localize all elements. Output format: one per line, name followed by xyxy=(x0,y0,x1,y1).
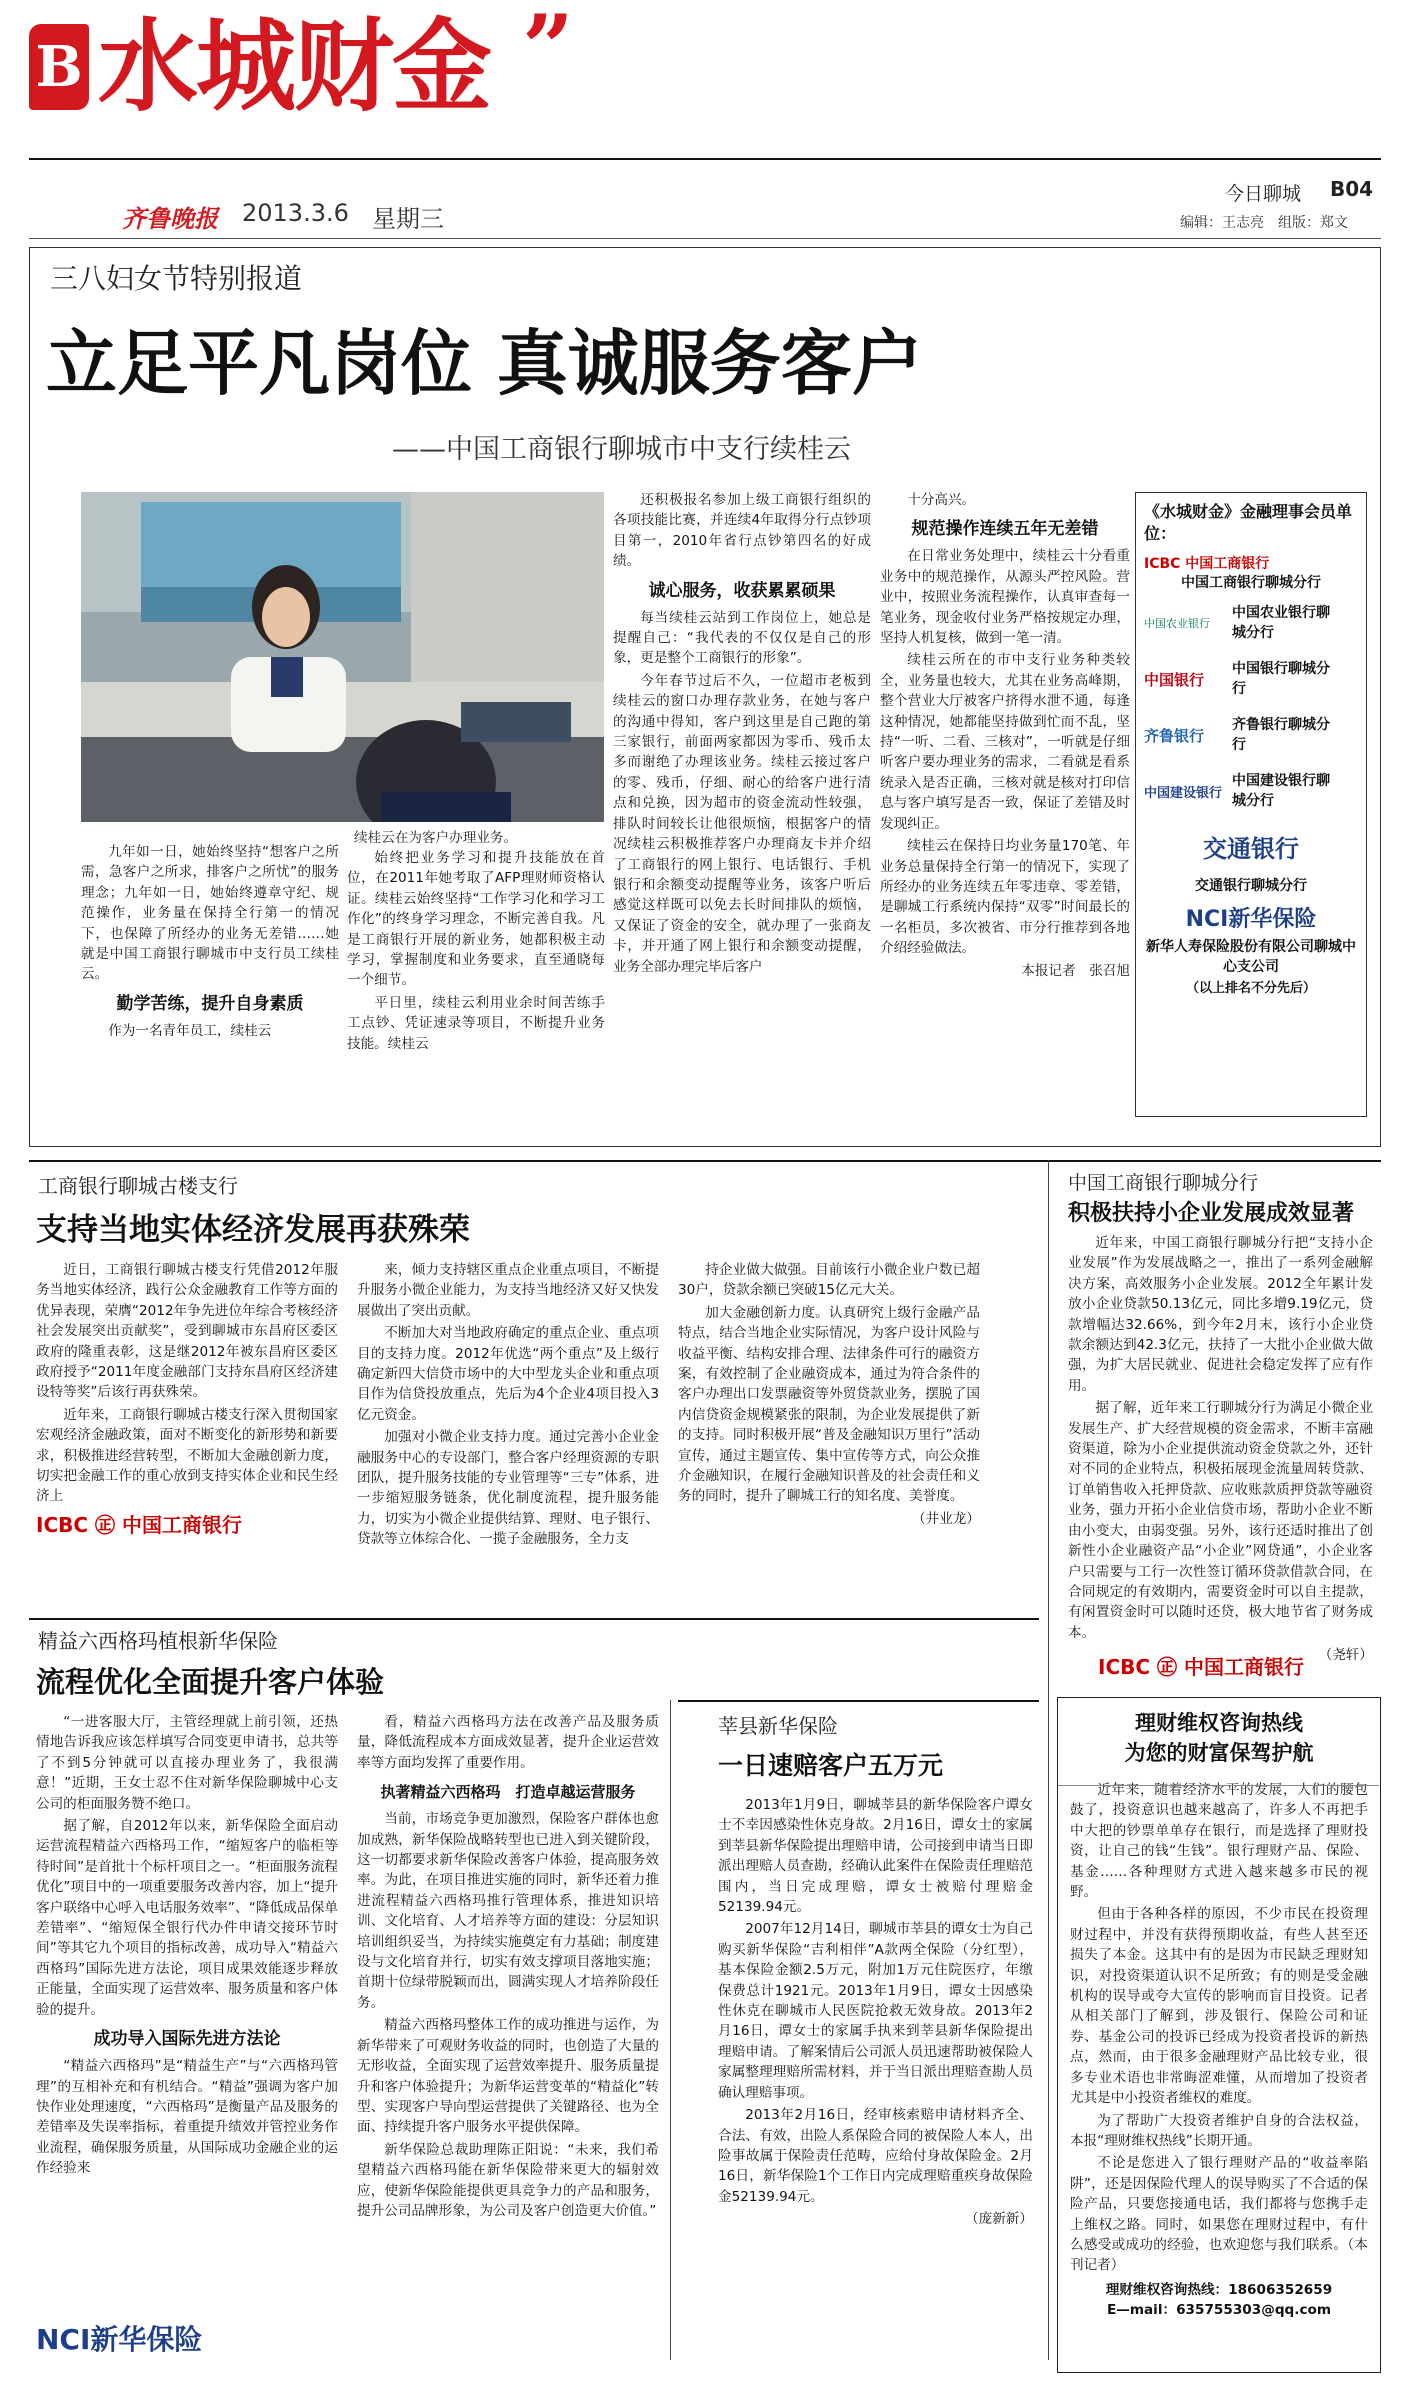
page-number: B04 xyxy=(1330,177,1374,201)
feature-subhead: ——中国工商银行聊城市中支行续桂云 xyxy=(392,434,851,465)
hotline-para: 但由于各种各样的原因，不少市民在投资理财过程中，并没有获得预期收益，有些人甚至还损失了本金。这其中有的是因为市民缺乏理财知识，对投资渠道认识不足所致；有的则是受金融机构的误导或夸大宣传的影响而盲目投资。记者从相关部门了解到，涉及银行、保险公司和证券、基金公司的投诉已经成为投资者投诉的新热点，然而，由于很多金融理财产品比较专业，很多专业术语也非常晦涩难懂，从而增加了投资者尤其是中小投资者维权的难度。 xyxy=(1070,1906,1368,2107)
members-footnote: （以上排名不分先后） xyxy=(1185,981,1316,996)
article4-para: “一进客服大厅，主管经理就上前引领，还热情地告诉我应该怎样填写合同变更申请书，总共等了不到5分钟就可以直接办理业务了，我很满意！”近期，王女士忍不住对新华保险聊城中心支公司的柜面服务赞不绝口。 xyxy=(36,1714,338,1812)
article2-para: 不断加大对当地政府确定的重点企业、重点项目的支持力度。2012年优选“两个重点”及上级行确定新四大信贷市场中的大中型龙头企业和重点项目作为信贷投放重点，先后为4个企业4项目投入3亿元资金。 xyxy=(357,1325,659,1423)
hotline-para: 不论是您进入了银行理财产品的“收益率陷阱”，还是因保险代理人的误导购买了不合适的保险产品，只要您接通电话，我们都将与您携手走上维权之路。同时，如果您在理财过程中，有什么感受或成功的经验，也欢迎您与我们联系。（本刊记者） xyxy=(1070,2155,1368,2274)
article4-para: “精益六西格玛”是“精益生产”与“六西格玛管理”的互相补充和有机结合。“精益”强调为客户加快作业处理速度，“六西格玛”是衡量产品及服务的差错率及失误率指标，着重提升绩效并管控业务作业流程，确保服务质量，从国际成功金融企业的运作经验来 xyxy=(36,2058,338,2177)
member-name: 新华人寿保险股份有限公司聊城中心支公司 xyxy=(1146,939,1356,975)
feature-col1-para: 作为一名青年员工，续桂云 xyxy=(108,1022,272,1039)
members-box xyxy=(1135,492,1367,1117)
article2-para: 持企业做大做强。目前该行小微企业户数已超30户，贷款余额已突破15亿元大关。 xyxy=(678,1262,980,1299)
article5-credit: （庞新新） xyxy=(965,2211,1033,2228)
section-rule xyxy=(29,1618,1039,1620)
feature-col1-para: 九年如一日，她始终坚持“想客户之所需，急客户之所求，排客户之所忧”的服务理念；九年如一日，她始终遵章守纪、规范操作，业务量在保持全行第一的情况下，也保障了所经办的业务无差错……她就是中国工商银行聊城市中支行员工续桂云。 xyxy=(81,844,339,983)
member-row xyxy=(1144,659,1358,699)
article5-para: 2013年1月9日，聊城莘县的新华保险客户谭女士不幸因感染性休克身故。2月16日，谭女士的家属到莘县新华保险提出理赔申请，公司接到申请当日即派出理赔人员查勘，经确认此案件在保险责任理赔范围内，当日完成理赔，谭女士被赔付理赔金52139.94元。 xyxy=(718,1797,1033,1916)
article3-para: 近年来，中国工商银行聊城分行把“支持小企业发展”作为发展战略之一，推出了一系列金融解决方案，高效服务小企业发展。2012全年累计发放小企业贷款50.13亿元，同比多增9.19亿元，贷款增幅达32.66%，到今年2月末，该行小企业贷款余额达到42.3亿元，扶持了一大批小企业做大做强，为扩大居民就业、促进社会稳定发挥了应有作用。 xyxy=(1068,1235,1373,1394)
article4-col-1 xyxy=(36,1712,338,2181)
feature-col3-para: 每当续桂云站到工作岗位上，她总是提醒自己：“我代表的不仅仅是自己的形象，更是整个工商银行的形象”。 xyxy=(613,609,871,667)
ccb-logo: 中国建设银行 xyxy=(1144,785,1223,801)
masthead-rule xyxy=(29,158,1381,160)
member-name: 中国工商银行聊城分行 xyxy=(1181,575,1321,591)
feature-col4-para: 续桂云所在的市中支行业务种类较全，业务量也较大，尤其在业务高峰期，整个营业大厅被客户挤得水泄不通，每逢这种情况，她都能坚持做到忙而不乱，坚持“一听、二看、三核对”，一听就是仔细听客户要办理业务的需求，二看就是看系统录入是否正确，三核对就是核对打印信息与客户填写是否一致，保证了差错及时发现纠正。 xyxy=(880,652,1130,832)
section-badge: B xyxy=(29,24,89,110)
feature-col4-subhead: 规范操作连续五年无差错 xyxy=(911,519,1099,540)
article2-col-1 xyxy=(36,1260,338,1509)
article5-kicker: 莘县新华保险 xyxy=(718,1714,838,1738)
feature-col-1 xyxy=(81,842,339,1043)
column-divider xyxy=(670,1700,671,2360)
hotline-email: E—mail：635755303@qq.com xyxy=(1106,2301,1332,2318)
feature-col3-subhead: 诚心服务，收获累累硕果 xyxy=(648,580,836,601)
member-name: 交通银行聊城分行 xyxy=(1195,878,1307,894)
hotline-title-1: 理财维权咨询热线 xyxy=(1135,1711,1303,1735)
feature-col4-para: 续桂云在保持日均业务量170笔、年业务总量保持全行第一的情况下，实现了所经办的业务连续五年零违章、零差错，是聊城工行系统内保持“双零”时间最长的一名柜员，多次被省、市分行推荐到各地介绍经验做法。 xyxy=(880,838,1130,957)
article4-headline: 流程优化全面提升客户体验 xyxy=(36,1665,385,1699)
member-name: 中国银行聊城分行 xyxy=(1232,661,1330,697)
member-row xyxy=(1144,603,1358,643)
member-row xyxy=(1144,771,1358,811)
feature-col4-para: 在日常业务处理中，续桂云十分看重业务中的规范操作，从源头严控风险。营业中，按照业务流程操作，认真审查每一笔业务，现金收付业务严格按规定办理，坚持人机复核，做到一笔一清。 xyxy=(880,548,1130,647)
article3-para: 据了解，近年来工行聊城分行为满足小微企业发展生产、扩大经营规模的资金需求，不断丰富融资渠道，除为小企业提供流动资金贷款之外，还针对不同的企业特点，积极拓展现金流量周转贷款、订单销售收入托押贷款、应收账款质押贷款等融资业务，强力开拓小企业信贷市场，帮助小企业不断由小变大，由弱变强。另外，该行还适时推出了创新性小企业融资产品“小企业”网贷通”，小企业客户只需要与工行一次性签订循环贷款借款合同，在合同规定的有效期内，需要资金时可以自主提款，有闲置资金时可以随时还贷，极大地节省了财务成本。 xyxy=(1068,1400,1373,1641)
article4-nci-logo: NCI新华保险 xyxy=(36,2323,203,2356)
section-title: 水城财金 xyxy=(98,8,490,125)
article3-credit: （尧轩） xyxy=(1318,1647,1373,1664)
member-row xyxy=(1144,553,1358,573)
masthead-bottom-rule xyxy=(29,238,1381,239)
feature-col-3 xyxy=(613,490,871,979)
feature-col1-subhead: 勤学苦练，提升自身素质 xyxy=(116,993,304,1014)
hotline-box xyxy=(1057,1697,1381,2373)
hotline-para: 为了帮助广大投资者维护自身的合法权益，本报“理财维权热线”长期开通。 xyxy=(1070,2112,1368,2149)
article2-kicker: 工商银行聊城古楼支行 xyxy=(38,1174,238,1198)
article2-para: 近年来，工商银行聊城古楼支行深入贯彻国家宏观经济金融政策，面对不断变化的新形势和新要求，积极推进经营转型，不断加大金融创新力度，切实把金融工作的重心放到支持实体企业和民生经济上 xyxy=(36,1406,338,1505)
article2-para: 加强对小微企业支持力度。通过完善小企业金融服务中心的专设部门，整合客户经理资源的专职团队，提升服务技能的专业管理等“三专”体系，进一步缩短服务链条，优化制度流程，提升服务能力，切实为小微企业提供结算、理财、电子银行、贷款等立体综合化、一揽子金融服务，全力支 xyxy=(357,1429,659,1548)
paper-name: 齐鲁晚报 xyxy=(122,204,218,233)
hotline-para: 近年来，随着经济水平的发展，人们的腰包鼓了，投资意识也越来越高了，许多人不再把手中大把的钞票单单存在银行，而是选择了理财投资，让自己的钱“生钱”。银行理财产品、保险、基金……各种理财方式进入越来越多市民的视野。 xyxy=(1070,1782,1368,1901)
article2-para: 加大金融创新力度。认真研究上级行金融产品特点，结合当地企业实际情况，为客户设计风险与收益平衡、结构安排合理、法律条件可行的融资方案，有效控制了企业融资成本，通过为符合条件的客户办理出口发票融资等外贸贷款业务，摆脱了国内信贷资金规模紧张的限制，为企业发展提供了新的支持。同时积极开展“普及金融知识万里行”活动宣传，通过主题宣传、集中宣传等方式，向公众推介金融知识，在履行金融知识普及的社会责任和义务的同时，提升了聊城工行的知名度、美誉度。 xyxy=(678,1304,980,1505)
section-rule xyxy=(1057,1160,1381,1162)
hotline-title-frame xyxy=(1058,1698,1379,1786)
feature-col4-para: 十分高兴。 xyxy=(907,492,976,508)
member-row xyxy=(1144,715,1358,755)
feature-credit: 本报记者 张召旭 xyxy=(1021,962,1130,979)
column-divider xyxy=(1048,1160,1049,2360)
hotline-phone: 理财维权咨询热线：18606352659 xyxy=(1105,2281,1333,2298)
article2-para: 近日，工商银行聊城古楼支行凭借2012年服务当地实体经济，践行公众金融教育工作等方面的优异表现，荣膺“2012年争先进位年综合考核经济社会发展突出贡献奖”，受到聊城市东昌府区委区政府的隆重表彰，这是继2012年被东昌府区委区政府授予“2011年度金融部门支持东昌府区经济建设特等奖”后该行再获殊荣。 xyxy=(36,1262,338,1401)
feature-col3-para: 还积极报名参加上级工商银行组织的各项技能比赛，并连续4年取得分行点钞项目第一，2010年省行点钞第四名的好成绩。 xyxy=(613,492,871,570)
article2-icbc-logo: ICBC ㊣ 中国工商银行 xyxy=(36,1513,242,1537)
issue-date: 2013.3.6 xyxy=(242,199,349,227)
article4-subhead: 执著精益六西格玛 打造卓越运营服务 xyxy=(380,1783,636,1802)
boc-logo: 中国银行 xyxy=(1144,670,1205,689)
feature-col2-para: 始终把业务学习和提升技能放在首位，在2011年她考取了AFP理财师资格认证。续桂云始终坚持“工作学习化和学习工作化”的终身学习理念，不断完善自我。凡是工商银行开展的新业务，她都积极主动学习，掌握制度和业务要求，直至通晓每一个细节。 xyxy=(347,850,605,989)
issue-weekday: 星期三 xyxy=(372,205,444,233)
article4-para: 精益六西格玛整体工作的成功推进与运作，为新华带来了可观财务收益的同时，也创造了大量的无形收益，全面实现了运营效率提升、服务质量提升和客户体验提升；为新华运营变革的“精益化”转型、实现客户导向型运营提供了关键路径、也为全面、持续提升客户服务水平提供保障。 xyxy=(357,2017,659,2136)
article2-headline: 支持当地实体经济发展再获殊荣 xyxy=(36,1212,470,1248)
article5-headline: 一日速赔客户五万元 xyxy=(718,1751,944,1780)
article3-kicker: 中国工商银行聊城分行 xyxy=(1068,1172,1259,1194)
editor-line: 编辑：王志亮 组版：郑文 xyxy=(1180,215,1348,231)
member-name: 齐鲁银行聊城分行 xyxy=(1232,717,1330,753)
article4-para: 当前，市场竞争更加激烈，保险客户群体也愈加成熟，新华保险战略转型也已进入到关键阶段，这一切都要求新华保险改善客户体验，提高服务效率。为此，在项目推进实施的同时，新华还着力推进流程精益六西格玛推行管理体系，推进知识培训、文化培育、人才培养等方面的建设：分层知识培训组织妥当，为持续实施奠定有力基础；制度建设与文化培育并行，切实有效支撑项目落地实施；首期十位绿带脱颖而出，圆满实现人才培养阶段任务。 xyxy=(357,1811,659,2011)
abc-logo: 中国农业银行 xyxy=(1144,616,1210,630)
section-rule xyxy=(29,1160,1057,1162)
feature-photo xyxy=(81,492,604,822)
article5-para: 2007年12月14日，聊城市莘县的谭女士为自己购买新华保险“吉利相伴”A款两全保险（分红型），基本保险金额2.5万元，附加1万元住院医疗，年缴保费总计1921元。2013年1月9日，谭女士因感染性休克在聊城市人民医院抢救无效身故。2013年2月16日，谭女士的家属手执来到莘县新华保险提出理赔申请。了解案情后公司派人员迅速帮助被保险人家属整理理赔所需材料，并于当日派出理赔查勘人员确认理赔事项。 xyxy=(718,1921,1033,2101)
article2-col-2 xyxy=(357,1260,659,1552)
nci-logo: NCI新华保险 xyxy=(1185,907,1317,932)
feature-col-4 xyxy=(880,490,1130,981)
icbc-logo: ICBC 中国工商银行 xyxy=(1144,556,1270,572)
article2-col-3 xyxy=(678,1260,980,1529)
feature-col2-para: 平日里，续桂云利用业余时间苦练手工点钞、凭证速录等项目，不断提升业务技能。续桂云 xyxy=(347,994,605,1052)
feature-col-2 xyxy=(347,848,605,1056)
article3-body xyxy=(1068,1233,1373,1665)
bocom-logo: 交通银行 xyxy=(1203,834,1299,863)
feature-photo-caption: 续桂云在为客户办理业务。 xyxy=(354,830,518,846)
article3-icbc-logo: ICBC ㊣ 中国工商银行 xyxy=(1098,1655,1304,1679)
feature-col3-para: 今年春节过后不久，一位超市老板到续桂云的窗口办理存款业务，在她与客户的沟通中得知，客户到这里是自己跑的第三家银行，前面两家都因为零币、残币太多而谢绝了办理该业务。续桂云接过客户的零、残币，仔细、耐心的给客户进行清点和兑换，因为超市的资金流动性较强，排队时间较长让他很烦恼，根据客户的情况续桂云积极推荐客户办理商友卡并介绍了工商银行的网上银行、电话银行、手机银行和余额变动提醒等业务，该客户听后感觉这样既可以免去长时间排队的烦恼，又保证了资金的安全，就办理了一张商友卡，并开通了网上银行和余额变动提醒，业务全部办理完毕后客户 xyxy=(613,672,871,975)
hotline-title-2: 为您的财富保驾护航 xyxy=(1124,1741,1314,1765)
article4-para: 看，精益六西格玛方法在改善产品及服务质量，降低流程成本方面成效显著，提升企业运营效率等方面均发挥了重要作用。 xyxy=(357,1714,659,1771)
member-name: 中国农业银行聊城分行 xyxy=(1232,605,1330,641)
article5-para: 2013年2月16日，经审核索赔申请材料齐全、合法、有效，出险人系保险合同的被保险人本人，出险事故属于保险责任范畴，应给付身故保险金。2月16日，新华保险1个工作日内完成理赔重疾身故保险金52139.94元。 xyxy=(718,2107,1033,2205)
section-quote-mark: ” xyxy=(522,0,574,101)
section-rule xyxy=(678,1700,1039,1702)
members-title: 《水城财金》金融理事会员单位： xyxy=(1144,502,1353,543)
article4-col-2 xyxy=(357,1712,659,2223)
article4-para: 据了解，自2012年以来，新华保险全面启动运营流程精益六西格玛工作，“缩短客户的临柜等待时间”是首批十个标杆项目之一。“柜面服务流程优化”项目中的一项重要服务改善内容，加上“提升客户联络中心呼入电话服务效率”、“降低成品保单差错率”、“缩短保全银行代办件申请交接环节时间”等其它九个项目的指标改善，成功导入“精益六西格玛”国际先进方法论，项目成果效能逐步释放正能量，全面实现了运营效率、服务质量和客户体验的提升。 xyxy=(36,1818,338,2018)
edition-label: 今日聊城 xyxy=(1225,183,1302,205)
qilu-logo: 齐鲁银行 xyxy=(1144,726,1205,745)
feature-headline: 立足平凡岗位 真诚服务客户 xyxy=(46,322,923,405)
feature-kicker: 三八妇女节特别报道 xyxy=(50,262,303,295)
article4-subhead: 成功导入国际先进方法论 xyxy=(93,2029,281,2050)
member-name: 中国建设银行聊城分行 xyxy=(1232,773,1330,809)
article2-para: 来，倾力支持辖区重点企业重点项目，不断提升服务小微企业能力，为支持当地经济又好又快发展做出了突出贡献。 xyxy=(357,1262,659,1319)
article2-credit: （井业龙） xyxy=(912,1510,980,1527)
article4-para: 新华保险总裁助理陈正阳说：“未来，我们希望精益六西格玛能在新华保险带来更大的辐射效应，使新华保险能提供更具竞争力的产品和服务，提升公司品牌形象，为公司及客户创造更大价值。” xyxy=(357,2141,659,2219)
article4-kicker: 精益六西格玛植根新华保险 xyxy=(38,1629,278,1653)
article5-body xyxy=(718,1795,1033,2229)
article3-headline: 积极扶持小企业发展成效显著 xyxy=(1068,1201,1355,1226)
